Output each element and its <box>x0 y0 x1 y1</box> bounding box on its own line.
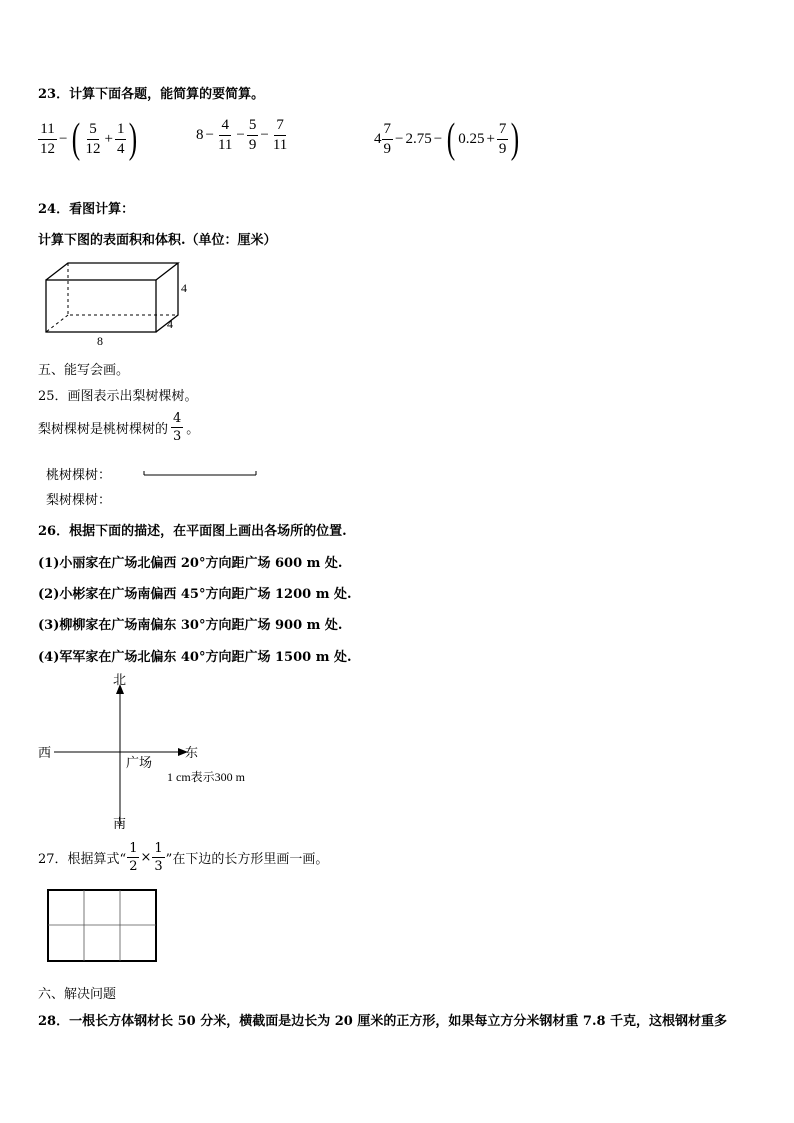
fraction: $\frac{1}{4}$ <box>116 120 125 157</box>
height-label: 4 <box>181 281 187 295</box>
q28-title: 28．一根长方体钢材长 50 分米，横截面是边长为 20 厘米的正方形，如果每立方分米钢材重 7.8 千克，这根钢材重多 <box>38 1014 728 1029</box>
plaza-label: 广场 <box>126 755 153 770</box>
fraction: $\frac{1}{2}$ <box>129 841 138 874</box>
width-label: 4 <box>167 317 173 331</box>
fraction: $\frac{1}{3}$ <box>154 841 163 874</box>
fraction: $\frac{5}{12}$ <box>85 120 101 157</box>
fraction: $\frac{5}{9}$ <box>248 117 257 153</box>
section-6-heading: 六、解决问题 <box>38 987 117 1002</box>
peach-tree-label: 桃树棵树： <box>46 468 112 483</box>
section-5-heading: 五、能写会画。 <box>38 363 130 378</box>
fraction: $\frac{11}{12}$ <box>40 120 55 157</box>
q26-item-3: (3)柳柳家在广场南偏东 30°方向距广场 900 m 处. <box>38 618 343 633</box>
q27-title: 27．根据算式“ $\frac{1}{2}$ × $\frac{1}{3}$ ”在下边的长方形里画一画。 <box>38 841 329 874</box>
q26-title: 26．根据下面的描述，在平面图上画出各场所的位置. <box>38 524 347 539</box>
north-label: 北 <box>113 672 127 687</box>
q25-statement: 梨树棵树是桃树棵树的 $\frac{4}{3}$ 。 <box>38 411 200 444</box>
west-label: 西 <box>38 745 52 760</box>
fraction: $\frac{4}{3}$ <box>173 411 182 444</box>
east-label: 东 <box>185 745 199 760</box>
q23-expression-1: $\frac{11}{12}$ − ( $\frac{5}{12}$ + $\frac{1}{4}$ ) <box>40 116 138 162</box>
fraction: $\frac{7}{9}$ <box>383 120 391 157</box>
compass-diagram <box>30 668 280 838</box>
q23-title: 23．计算下面各题，能简算的要简算。 <box>38 87 265 102</box>
q23-expression-2: 8 − $\frac{4}{11}$ − $\frac{5}{9}$ − $\frac{7}{11}$ <box>196 117 288 153</box>
fraction: $\frac{7}{11}$ <box>272 117 288 153</box>
fraction: $\frac{7}{9}$ <box>498 120 507 157</box>
q24-title: 24．看图计算： <box>38 202 135 217</box>
q26-item-2: (2)小彬家在广场南偏西 45°方向距广场 1200 m 处. <box>38 587 352 602</box>
peach-tree-bar <box>142 469 260 479</box>
length-label: 8 <box>97 334 103 348</box>
scale-label: 1 cm表示300 m <box>167 770 245 784</box>
q23-expression-3: 4 $\frac{7}{9}$ − 2.75 − ( 0.25 + $\frac{7}{9}$ ) <box>374 116 520 162</box>
pear-tree-label: 梨树棵树： <box>46 493 112 508</box>
rectangle-grid <box>46 888 158 964</box>
q25-title: 25．画图表示出梨树棵树。 <box>38 389 198 404</box>
q24-subtitle: 计算下图的表面积和体积.（单位：厘米） <box>38 233 277 248</box>
south-label: 南 <box>113 816 127 831</box>
q26-item-1: (1)小丽家在广场北偏西 20°方向距广场 600 m 处. <box>38 556 343 571</box>
q26-item-4: (4)军军家在广场北偏东 40°方向距广场 1500 m 处. <box>38 650 352 665</box>
fraction: $\frac{4}{11}$ <box>217 117 233 153</box>
cuboid-diagram <box>40 258 200 348</box>
